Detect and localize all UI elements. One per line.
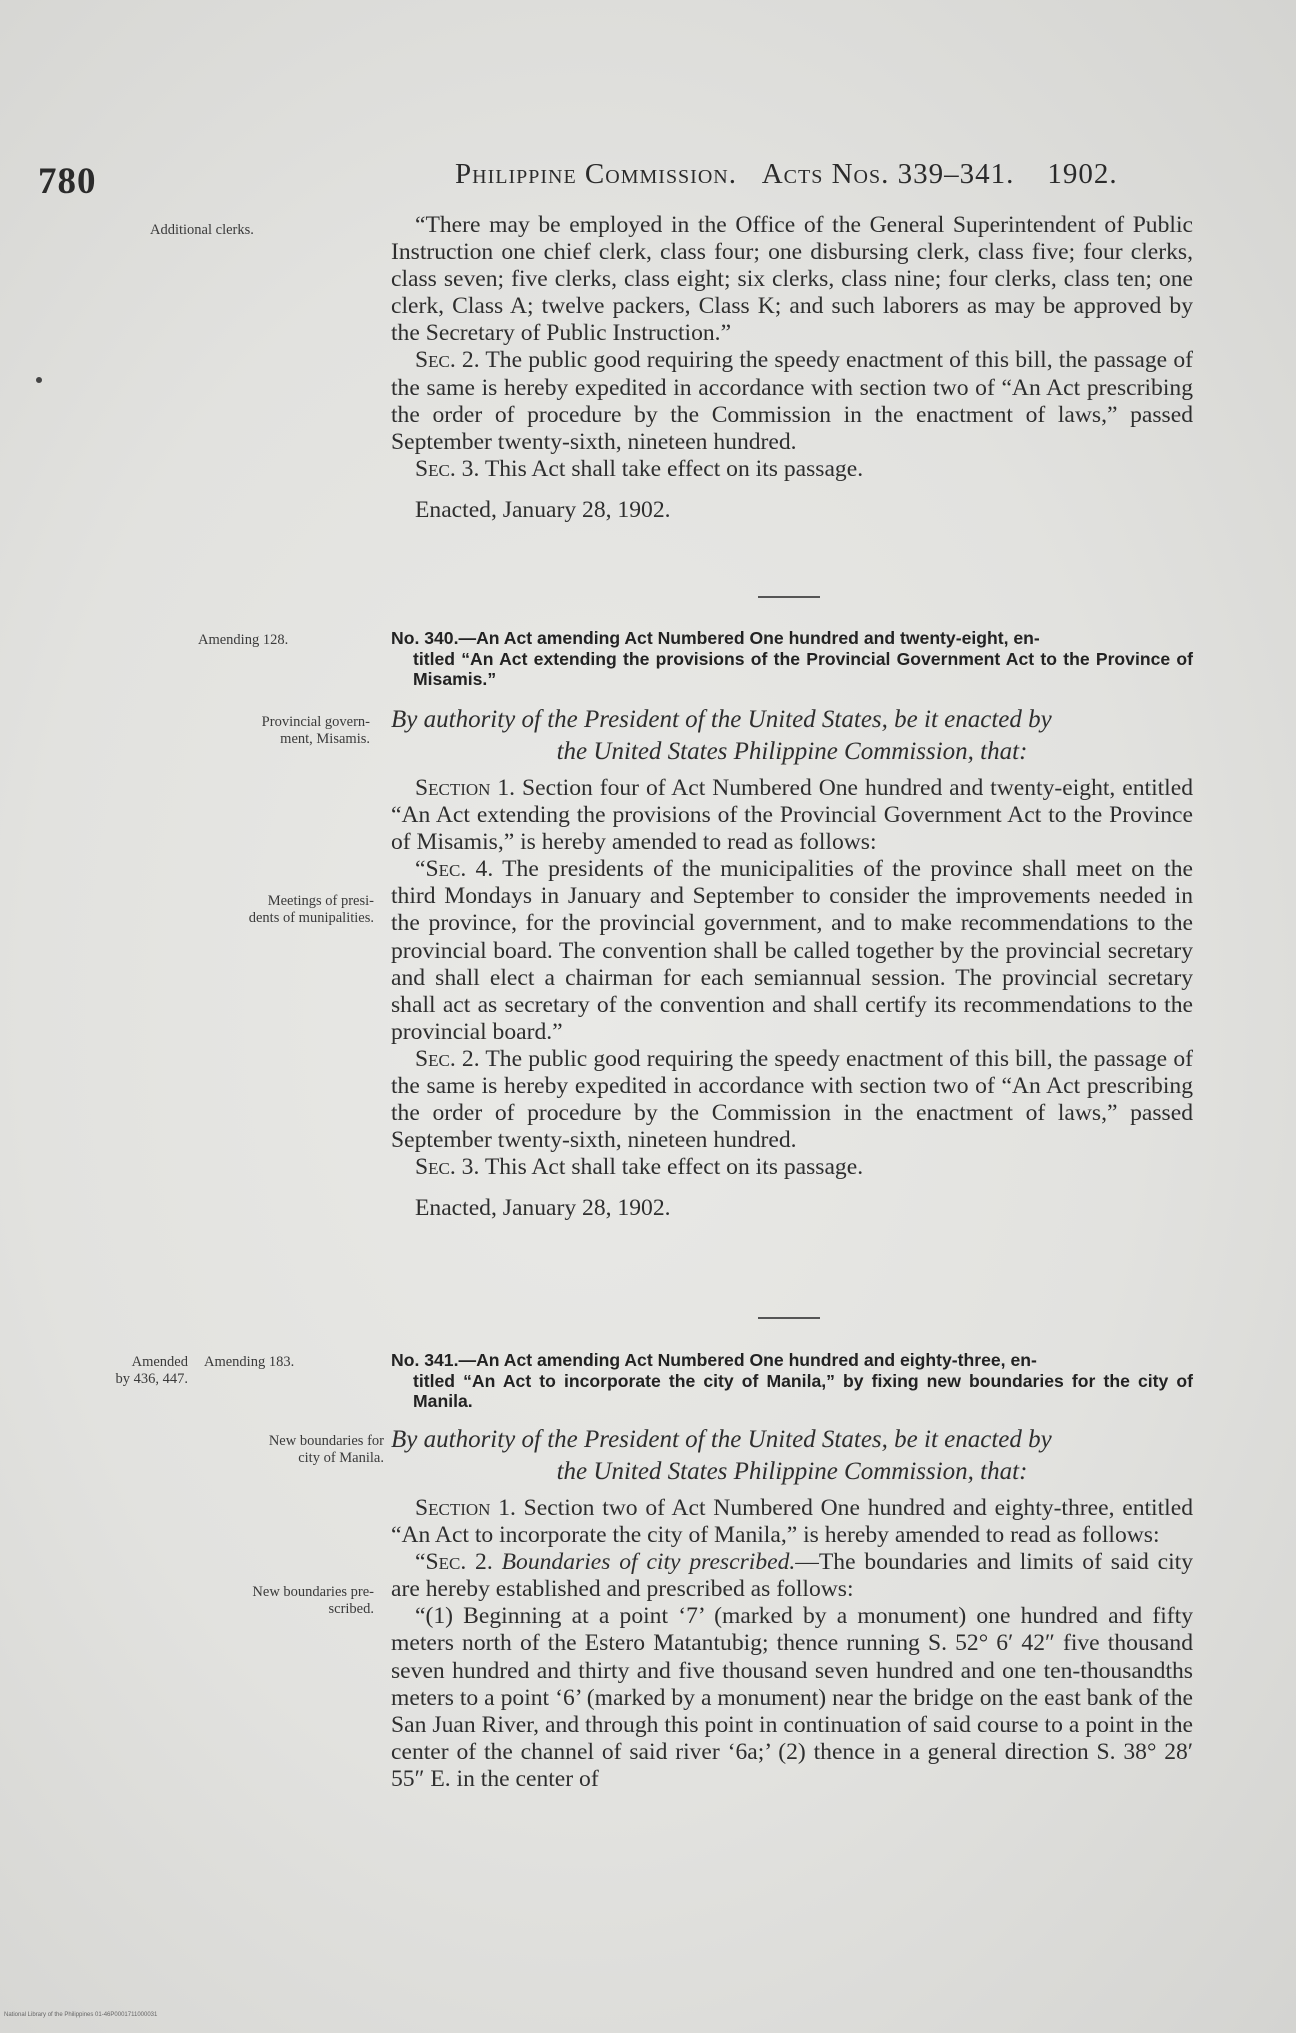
act-339-sec-2 [391, 347, 1193, 455]
act-341-section-1 [391, 1495, 1193, 1549]
sec-label: “Sec. 4. [415, 856, 494, 883]
heading-rest: titled “An Act extending the provisions of the Provincial Government Act to the Province of Misamis.” [413, 648, 1193, 689]
sidenote-additional-clerks: Additional clerks. [150, 222, 254, 238]
sec-text: This Act shall take effect on its passage. [484, 455, 864, 482]
act-341-heading [391, 1350, 1193, 1412]
sec-label: Section 1. [415, 775, 516, 801]
authority-line-2: the United States Philippine Commission, that: [556, 738, 1028, 765]
sec-text: —The boundaries and limits of said city are hereby established and prescribed as follows: [391, 1549, 1194, 1603]
sidenote-amending-128: Amending 128. [198, 632, 289, 648]
act-340-authority [391, 704, 1193, 768]
act-340-sec-4 [391, 856, 1193, 1046]
sidenote-meetings: Meetings of presi- dents of munipalities. [248, 893, 374, 926]
act-341-sec-2 [391, 1549, 1193, 1603]
separator-rule [758, 596, 820, 598]
act-340-heading [391, 628, 1193, 690]
sec-text: Section two of Act Numbered One hundred and eighty-three, entitled “An Act to incorporate the city of Manila,” is hereby amended to read as follows: [391, 1495, 1193, 1549]
act-339-sec-3 [391, 456, 1193, 483]
boundary-paragraph: “(1) Beginning at a point ‘7’ (marked by a monument) one hundred and fifty meters north of the Estero Matantubig; thence running S. 52° 6′ 42″ five thousand seven hundred and thirty and five thousand seven hundred and one ten-thousandths meters to a point ‘6’ (marked by a monument) near the bridge on the east bank of the San Juan River, and through this point in continuation of said course to a point in the center of the channel of said river ‘6a;’ (2) thence in a general direction S. 38° 28′ 55″ E. in the center of [391, 1603, 1193, 1792]
running-head-year: 1902. [1047, 158, 1118, 190]
act-341-text [391, 1495, 1193, 1793]
running-head [455, 158, 1118, 191]
act-340-sec-2 [391, 1046, 1193, 1154]
running-head-title: Philippine Commission. [455, 158, 737, 190]
heading-text: —An Act amending Act Numbered One hundred and eighty-three, en- [458, 1350, 1037, 1370]
authority-line-2: the United States Philippine Commission, that: [556, 1458, 1028, 1485]
sidenote-provincial-government: Provincial govern- ment, Misamis. [261, 714, 370, 747]
sidenote-amending-183: Amending 183. [204, 1354, 295, 1370]
separator-rule [758, 1317, 820, 1319]
sec-label: Sec. 2. [415, 1045, 480, 1072]
clerks-paragraph: “There may be employed in the Office of the General Superintendent of Public Instruction one chief clerk, class four; one disbursing clerk, class five; four clerks, class seven; five clerks, class eight; six clerks, class nine; four clerks, class ten; one clerk, Class A; twelve packers, Class K; and such laborers as may be approved by the Secretary of Public Instruction.” [391, 212, 1193, 347]
act-339-enacted: Enacted, January 28, 1902. [415, 496, 671, 523]
sec-text: This Act shall take effect on its passage. [484, 1154, 864, 1181]
act-340-section-1 [391, 775, 1193, 856]
running-head-acts: Acts Nos. 339–341. [761, 158, 1015, 190]
sec-text: The public good requiring the speedy enactment of this bill, the passage of the same is hereby expedited in accordance with section two of “An Act prescribing the order of procedure by the Commission in the enactment of laws,” passed September twenty-sixth, nineteen hundred. [391, 1045, 1193, 1154]
sec-label: Sec. 2. [415, 347, 480, 374]
act-number: No. 340. [391, 628, 459, 648]
scan-footer: National Library of the Philippines 01-46P0001711000031 [4, 2012, 158, 2018]
margin-dot [36, 377, 42, 383]
act-340-enacted: Enacted, January 28, 1902. [415, 1195, 671, 1222]
act-339-text [391, 212, 1193, 524]
heading-rest: titled “An Act to incorporate the city of Manila,” by fixing new boundaries for the city of Manila. [413, 1370, 1193, 1411]
sidenote-amended-by: Amended by 436, 447. [115, 1354, 188, 1387]
sec-text: Section four of Act Numbered One hundred and twenty-eight, entitled “An Act extending the provisions of the Provincial Government Act to the Province of Misamis,” is hereby amended to read as follows: [391, 775, 1193, 856]
sec-label: Sec. 3. [415, 455, 480, 482]
sec-italic: Boundaries of city prescribed. [501, 1549, 796, 1576]
act-number: No. 341. [391, 1350, 459, 1370]
sec-label: Section 1. [415, 1495, 516, 1521]
sec-text: The presidents of the municipalities of the province shall meet on the third Mondays in January and September to consider the improvements needed in the province, for the provincial government, and to make recommendations to the provincial board. The convention shall be called together by the provincial secretary and shall elect a chairman for each semiannual session. The provincial secretary shall act as secretary of the convention and shall certify its recommendations to the provincial board.” [391, 856, 1193, 1045]
act-341-authority [391, 1424, 1193, 1488]
sec-text: The public good requiring the speedy enactment of this bill, the passage of the same is hereby expedited in accordance with section two of “An Act prescribing the order of procedure by the Commission in the enactment of laws,” passed September twenty-sixth, nineteen hundred. [391, 347, 1193, 455]
sidenote-new-boundaries-city: New boundaries for city of Manila. [268, 1433, 384, 1466]
act-340-text [391, 775, 1193, 1223]
sec-label: Sec. 3. [415, 1154, 480, 1181]
act-340-sec-3 [391, 1154, 1193, 1181]
heading-text: —An Act amending Act Numbered One hundred and twenty-eight, en- [458, 628, 1040, 648]
page-number: 780 [38, 161, 97, 202]
authority-line-1: By authority of the President of the United States, be it enacted by [391, 1426, 1052, 1453]
sec-label: “Sec. 2. [415, 1549, 493, 1576]
sidenote-new-boundaries-prescribed: New boundaries pre- scribed. [252, 1584, 374, 1617]
authority-line-1: By authority of the President of the United States, be it enacted by [391, 706, 1052, 733]
